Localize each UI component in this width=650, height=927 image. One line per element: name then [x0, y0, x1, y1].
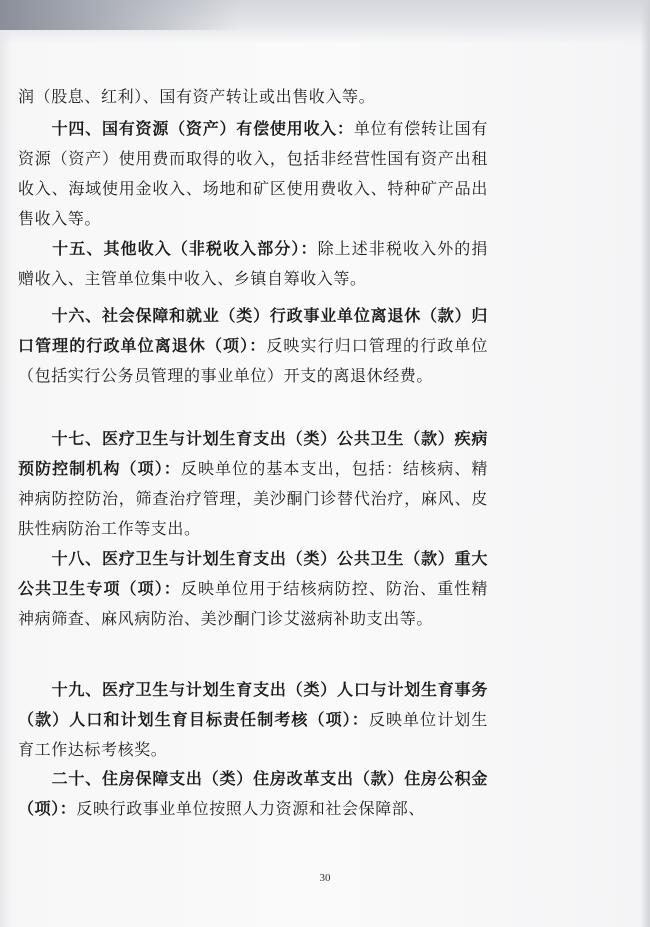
paragraph-heading: 十八、医疗卫生与计划生育支出（类）公共卫生（款）重大公共卫生专项（项）： [18, 549, 488, 598]
paragraph-item-14 [18, 114, 488, 234]
paragraph-continuation [18, 82, 488, 112]
paragraph-item-20 [18, 764, 488, 824]
paragraph-heading: 十七、医疗卫生与计划生育支出（类）公共卫生（款）疾病预防控制机构（项）： [18, 429, 488, 478]
scan-shadow-right [640, 0, 650, 927]
paragraph-body: 反映行政事业单位按照人力资源和社会保障部、 [76, 799, 426, 818]
paragraph-heading: 十四、国有资源（资产）有偿使用收入： [18, 119, 354, 138]
paragraph-item-15 [18, 234, 488, 294]
paragraph-item-16 [18, 301, 488, 391]
paragraph-item-18 [18, 544, 488, 634]
paragraph-item-17 [18, 424, 488, 544]
scan-shadow-corner [0, 0, 240, 30]
paragraph-body: 反映单位用于结核病防控、防治、重性精神病筛查、麻风病防治、美沙酮门诊艾滋病补助支出等。 [18, 579, 488, 628]
paragraph-heading: 二十、住房保障支出（类）住房改革支出（款）住房公积金（项）： [18, 769, 488, 818]
paragraph-body: 润（股息、红利）、国有资产转让或出售收入等。 [18, 87, 376, 106]
paragraph-body: 反映实行归口管理的行政单位（包括实行公务员管理的事业单位）开支的离退休经费。 [18, 336, 488, 385]
paragraph-body: 反映单位计划生育工作达标考核奖。 [18, 710, 488, 759]
paragraph-item-19 [18, 675, 488, 765]
paragraph-body: 除上述非税收入外的捐赠收入、主管单位集中收入、乡镇自筹收入等。 [18, 239, 488, 288]
paragraph-heading: 十六、社会保障和就业（类）行政事业单位离退休（款）归口管理的行政单位离退休（项）： [18, 306, 488, 355]
paragraph-heading: 十九、医疗卫生与计划生育支出（类）人口与计划生育事务（款）人口和计划生育目标责任制考核（项）： [18, 680, 488, 729]
paragraph-heading: 十五、其他收入（非税收入部分）： [18, 239, 318, 258]
page-number: 30 [319, 872, 331, 884]
paragraph-body: 反映单位的基本支出，包括：结核病、精神病防控防治，筛查治疗管理，美沙酮门诊替代治疗，麻风、皮肤性病防治工作等支出。 [18, 459, 488, 538]
paragraph-body: 单位有偿转让国有资源（资产）使用费而取得的收入，包括非经营性国有资产出租收入、海域使用金收入、场地和矿区使用费收入、特种矿产品出售收入等。 [18, 119, 488, 228]
